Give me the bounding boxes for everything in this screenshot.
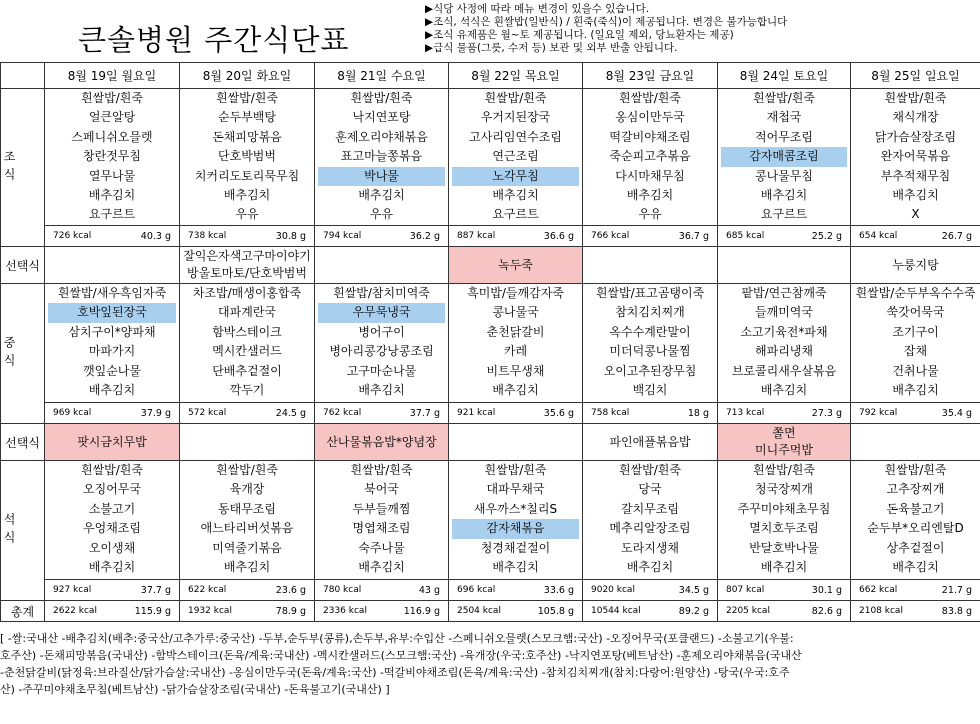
origin-footnote: [0, 630, 980, 698]
menu-item: 동태무조림: [218, 501, 276, 516]
menu-item: 호박잎된장국: [48, 303, 176, 322]
total-label: 총계: [1, 601, 45, 622]
total-protein: 105.8 g: [515, 601, 583, 622]
kcal-value: 887 kcal: [449, 226, 515, 247]
menu-item: 돈채피망볶음: [212, 129, 282, 144]
menu-item: 흰쌀밥/흰죽: [618, 463, 681, 477]
menu-item: 흰쌀밥/흰죽: [484, 91, 547, 105]
lunch-day-cell: [180, 284, 315, 403]
menu-item: 순두부*오리엔탈D: [867, 521, 964, 536]
option-cell: [449, 247, 583, 284]
total-kcal: 2336 kcal: [315, 601, 378, 622]
menu-item: 배추김치: [358, 187, 405, 202]
dinner-day-cell: [851, 461, 980, 580]
protein-value: 25.2 g: [783, 226, 851, 247]
menu-item: 부추적채무침: [880, 168, 951, 183]
menu-item: 소고기육전*파채: [740, 324, 828, 339]
option-cell: [583, 424, 718, 461]
menu-item: 흰쌀밥/순두부옥수수죽: [855, 286, 976, 300]
lunch-day-cell: [851, 284, 980, 403]
menu-item: 얼큰알탕: [88, 110, 136, 125]
menu-item: 흰쌀밥/흰죽: [618, 91, 681, 105]
kcal-value: 696 kcal: [449, 580, 515, 601]
total-protein: 116.9 g: [378, 601, 449, 622]
dinner-day-cell: [315, 461, 449, 580]
menu-item: 고추장찌개: [886, 482, 945, 497]
menu-item: X: [911, 207, 920, 222]
breakfast-day-cell: [718, 89, 851, 226]
menu-item: 쑥갓어묵국: [886, 305, 945, 320]
menu-item: 요구르트: [492, 207, 539, 222]
lunch-nutrition-row: [1, 403, 980, 424]
dinner-day-cell: [449, 461, 583, 580]
option1-row: [1, 247, 980, 284]
menu-item: 흰쌀밥/새우흑임자죽: [57, 286, 167, 300]
menu-item: 치커리도토리묵무침: [194, 168, 300, 183]
day-header-row: [1, 63, 980, 89]
menu-item: 숙주나물: [358, 540, 405, 555]
protein-value: 30.1 g: [783, 580, 851, 601]
kcal-value: 654 kcal: [851, 226, 914, 247]
menu-item: 배추김치: [88, 382, 136, 397]
option-item: 누룽지탕: [892, 257, 939, 272]
kcal-value: 758 kcal: [583, 403, 646, 424]
menu-item: 배추김치: [626, 559, 674, 574]
corner-cell: [1, 63, 45, 89]
protein-value: 36.2 g: [378, 226, 449, 247]
menu-item: 우거지된장국: [480, 110, 551, 125]
menu-item: 콩나물국: [492, 305, 539, 320]
menu-item: 우유: [369, 207, 394, 222]
lunch-label: [1, 284, 45, 424]
protein-value: 35.4 g: [914, 403, 980, 424]
protein-value: 30.8 g: [244, 226, 315, 247]
notice-line: ▶조식 유제품은 월~토 제공됩니다. (일요일 제외, 당뇨환자는 제공): [425, 29, 734, 41]
notice-list: [425, 3, 980, 55]
lunch-day-cell: [583, 284, 718, 403]
menu-item: 완자어묵볶음: [880, 149, 951, 164]
menu-item: 노각무침: [452, 167, 579, 186]
breakfast-label-text: 조식: [2, 149, 16, 186]
menu-item: 연근조림: [492, 149, 539, 164]
protein-value: 23.6 g: [244, 580, 315, 601]
menu-item: 배추김치: [760, 559, 808, 574]
protein-value: 34.5 g: [646, 580, 718, 601]
menu-item: 배추김치: [223, 187, 271, 202]
option-item: 녹두죽: [498, 257, 533, 272]
total-kcal: 10544 kcal: [583, 601, 646, 622]
option-cell: [583, 247, 718, 284]
menu-item: 배추김치: [492, 187, 539, 202]
menu-item: 명엽채조림: [352, 521, 411, 536]
menu-item: 배추김치: [492, 559, 539, 574]
menu-item: 떡갈비야채조림: [609, 129, 691, 144]
footnote-line: 호주산) -돈채피망볶음(국내산) -함박스테이크(돈육/계육:국내산) -멕시칸샐러드(스모크햄:국산) -육개장(우국:호주산) -낙지연포탕(베트남산) -훈제오리야채볶음(국내산: [0, 649, 802, 662]
protein-value: 21.7 g: [914, 580, 980, 601]
menu-item: 상추겉절이: [886, 540, 945, 555]
menu-item: 흰쌀밥/참치미역죽: [333, 286, 430, 300]
menu-item: 삼치구이*양파채: [68, 324, 156, 339]
kcal-value: 738 kcal: [180, 226, 244, 247]
protein-value: 27.3 g: [783, 403, 851, 424]
day-header: 8월 22일 목요일: [449, 63, 583, 89]
menu-item: 표고마늘쫑볶음: [340, 149, 423, 164]
menu-item: 마파가지: [88, 344, 136, 359]
day-header: 8월 20일 화요일: [180, 63, 315, 89]
menu-item: 흰쌀밥/흰죽: [350, 463, 413, 477]
option-cell: [449, 424, 583, 461]
menu-item: 당국: [638, 482, 662, 497]
total-row: [1, 601, 980, 622]
menu-item: 단배추겉절이: [212, 363, 282, 378]
menu-item: 청국장찌개: [755, 482, 813, 497]
menu-item: 배추김치: [223, 559, 271, 574]
kcal-value: 766 kcal: [583, 226, 646, 247]
menu-item: 병아리콩강낭콩조림: [329, 344, 434, 359]
total-protein: 82.6 g: [783, 601, 851, 622]
menu-item: 채식개장: [892, 110, 939, 125]
protein-value: 24.5 g: [244, 403, 315, 424]
menu-item: 스페니쉬오믈렛: [71, 129, 153, 144]
dinner-items-row: [1, 461, 980, 580]
kcal-value: 726 kcal: [45, 226, 108, 247]
menu-item: 돈육불고기: [886, 501, 945, 516]
menu-item: 팥밥/연근참깨죽: [741, 286, 827, 300]
footnote-line: 산) -주꾸미야채초무침(베트남산) -닭가슴살장조림(국내산) -돈육불고기(국내산) ]: [0, 683, 390, 696]
menu-item: 차조밥/매생이홍합죽: [192, 286, 302, 300]
breakfast-day-cell: [45, 89, 180, 226]
menu-item: 옥수수계란말이: [609, 324, 691, 339]
total-protein: 78.9 g: [244, 601, 315, 622]
option2-row: [1, 424, 980, 461]
option-cell: [315, 424, 449, 461]
footnote-line: -춘천닭갈비(닭정육:브라질산/닭가슴살:국내산) -옹심이만두국(돈육/계육:국산) -떡갈비야채조림(돈육/계육:국산) -참치김치찌개(참치:다랑어:원양산) -탕국(우국:호주: [0, 666, 790, 679]
dinner-nutrition-row: [1, 580, 980, 601]
menu-item: 흰쌀밥/흰죽: [484, 463, 547, 477]
menu-item: 적어무조림: [755, 129, 813, 144]
menu-item: 훈제오리야채볶음: [335, 129, 428, 144]
menu-item: 우유: [638, 207, 662, 222]
dinner-day-cell: [45, 461, 180, 580]
menu-item: 흰쌀밥/흰죽: [80, 463, 143, 477]
menu-item: 건취나물: [892, 363, 939, 378]
protein-value: 37.9 g: [108, 403, 180, 424]
menu-item: 배추김치: [626, 187, 674, 202]
menu-item: 흰쌀밥/흰죽: [80, 91, 143, 105]
lunch-day-cell: [718, 284, 851, 403]
menu-item: 우엉채조림: [83, 521, 141, 536]
menu-item: 멕시칸샐러드: [212, 344, 282, 359]
protein-value: 35.6 g: [515, 403, 583, 424]
notice-line: ▶급식 물품(그릇, 수저 등) 보관 및 외부 반출 안됩니다.: [425, 42, 678, 54]
menu-item: 두부들깨찜: [352, 501, 411, 516]
option-cell: [718, 424, 851, 461]
weekly-menu-table: [0, 62, 980, 622]
menu-item: 도라지생채: [621, 540, 679, 555]
dinner-day-cell: [180, 461, 315, 580]
menu-item: 배추김치: [492, 382, 539, 397]
option-item: 쫄면: [772, 426, 796, 440]
option-item: 파인애플볶음밥: [609, 434, 691, 449]
menu-item: 흰쌀밥/흰죽: [215, 463, 278, 477]
dinner-day-cell: [718, 461, 851, 580]
total-kcal: 2205 kcal: [718, 601, 783, 622]
menu-item: 닭가슴살장조림: [874, 129, 957, 144]
breakfast-day-cell: [180, 89, 315, 226]
menu-item: 배추김치: [892, 559, 939, 574]
kcal-value: 792 kcal: [851, 403, 914, 424]
breakfast-day-cell: [583, 89, 718, 226]
menu-item: 메추리알장조림: [609, 521, 691, 536]
lunch-day-cell: [45, 284, 180, 403]
kcal-value: 780 kcal: [315, 580, 378, 601]
option-cell: [851, 424, 980, 461]
option-item: 미니주먹밥: [755, 443, 813, 457]
menu-item: 조기구이: [892, 324, 939, 339]
menu-item: 콩나물무침: [755, 168, 813, 183]
menu-item: 죽순피고추볶음: [609, 149, 691, 164]
day-header: 8월 21일 수요일: [315, 63, 449, 89]
total-protein: 89.2 g: [646, 601, 718, 622]
breakfast-day-cell: [449, 89, 583, 226]
menu-item: 흰쌀밥/흰죽: [884, 91, 947, 105]
lunch-day-cell: [449, 284, 583, 403]
protein-value: 18 g: [646, 403, 718, 424]
menu-item: 소불고기: [88, 501, 136, 516]
menu-item: 잡채: [903, 344, 928, 359]
menu-item: 깻잎순나물: [83, 363, 141, 378]
menu-item: 단호박범벅: [218, 149, 276, 164]
menu-item: 함박스테이크: [212, 324, 282, 339]
total-protein: 115.9 g: [108, 601, 180, 622]
total-kcal: 2504 kcal: [449, 601, 515, 622]
option-cell: [851, 247, 980, 284]
menu-item: 애느타리버섯볶음: [200, 521, 294, 536]
menu-item: 배추김치: [88, 559, 136, 574]
menu-item: 흰쌀밥/흰죽: [752, 91, 815, 105]
kcal-value: 969 kcal: [45, 403, 108, 424]
menu-item: 열무나물: [88, 168, 136, 183]
option-label: 선택식: [1, 424, 45, 461]
menu-item: 오이고추된장무침: [603, 363, 697, 378]
day-header: 8월 19일 월요일: [45, 63, 180, 89]
menu-item: 오징어무국: [83, 482, 141, 497]
menu-item: 북어국: [364, 482, 399, 497]
menu-item: 낙지연포탕: [352, 110, 411, 125]
menu-item: 배추김치: [760, 187, 808, 202]
page-title: 큰솔병원 주간식단표: [78, 23, 350, 57]
total-protein: 83.8 g: [914, 601, 980, 622]
menu-item: 감자채볶음: [452, 519, 579, 538]
protein-value: 37.7 g: [378, 403, 449, 424]
menu-item: 창란젓무침: [83, 149, 141, 164]
menu-item: 배추김치: [760, 382, 808, 397]
menu-item: 대파무채국: [486, 482, 545, 497]
breakfast-day-cell: [315, 89, 449, 226]
menu-item: 흑미밥/들깨감자죽: [467, 286, 564, 300]
option-cell: [45, 247, 180, 284]
kcal-value: 572 kcal: [180, 403, 244, 424]
kcal-value: 622 kcal: [180, 580, 244, 601]
total-kcal: 1932 kcal: [180, 601, 244, 622]
menu-item: 대파계란국: [218, 305, 276, 320]
option-cell: [315, 247, 449, 284]
protein-value: 26.7 g: [914, 226, 980, 247]
menu-item: 배추김치: [892, 382, 939, 397]
option-cell: [45, 424, 180, 461]
menu-item: 옹심이만두국: [615, 110, 685, 125]
option-item: 팟시금치무밥: [77, 434, 147, 449]
menu-item: 고사리임연수조림: [469, 129, 562, 144]
option-item: 잘익은자색고구마이야기: [183, 249, 311, 263]
kcal-value: 921 kcal: [449, 403, 515, 424]
menu-item: 감자매콤조림: [721, 147, 847, 166]
lunch-day-cell: [315, 284, 449, 403]
menu-item: 흰쌀밥/표고곰탱이죽: [595, 286, 705, 300]
menu-item: 비트무생채: [486, 363, 545, 378]
day-header: 8월 24일 토요일: [718, 63, 851, 89]
option-item: 산나물볶음밥*양념장: [326, 434, 437, 449]
menu-item: 깍두기: [229, 382, 265, 397]
option-item: 방울토마토/단호박범벅: [187, 266, 307, 280]
menu-item: 흰쌀밥/흰죽: [350, 91, 413, 105]
menu-item: 요구르트: [88, 207, 136, 222]
menu-item: 배추김치: [88, 187, 136, 202]
total-kcal: 2622 kcal: [45, 601, 108, 622]
breakfast-items-row: [1, 89, 980, 226]
menu-item: 들깨미역국: [755, 305, 813, 320]
protein-value: 37.7 g: [108, 580, 180, 601]
menu-item: 오이생채: [88, 540, 136, 555]
menu-item: 흰쌀밥/흰죽: [215, 91, 278, 105]
notice-line: ▶조식, 석식은 흰쌀밥(일반식) / 흰죽(죽식)이 제공됩니다. 변경은 불가능합니다: [425, 16, 788, 28]
menu-item: 춘천닭갈비: [486, 324, 545, 339]
breakfast-day-cell: [851, 89, 980, 226]
option-cell: [180, 247, 315, 284]
total-kcal: 2108 kcal: [851, 601, 914, 622]
kcal-value: 685 kcal: [718, 226, 783, 247]
dinner-day-cell: [583, 461, 718, 580]
menu-item: 흰쌀밥/흰죽: [884, 463, 947, 477]
menu-item: 청경채겉절이: [480, 540, 551, 555]
menu-item: 브로콜리새우살볶음: [731, 363, 837, 378]
protein-value: 36.7 g: [646, 226, 718, 247]
menu-item: 배추김치: [358, 382, 405, 397]
menu-item: 갈치무조림: [621, 501, 679, 516]
menu-item: 카레: [503, 344, 528, 359]
breakfast-label: [1, 89, 45, 247]
kcal-value: 762 kcal: [315, 403, 378, 424]
option-cell: [718, 247, 851, 284]
protein-value: 43 g: [378, 580, 449, 601]
menu-item: 주꾸미야채초무침: [737, 501, 831, 516]
kcal-value: 662 kcal: [851, 580, 914, 601]
day-header: 8월 25일 일요일: [851, 63, 980, 89]
option-cell: [180, 424, 315, 461]
menu-item: 재첩국: [766, 110, 802, 125]
menu-item: 멸치호두조림: [749, 521, 819, 536]
protein-value: 36.6 g: [515, 226, 583, 247]
day-header: 8월 23일 금요일: [583, 63, 718, 89]
lunch-items-row: [1, 284, 980, 403]
dinner-label: [1, 461, 45, 601]
kcal-value: 9020 kcal: [583, 580, 646, 601]
footnote-line: [ -쌀:국내산 -배추김치(배추:중국산/고추가루:중국산) -두부,순두부(콩류),손두부,유부:수입산 -스페니쉬오믈렛(스모크햄:국산) -오징어무국(포클랜드) -소불고기(우불:: [0, 632, 794, 645]
dinner-label-text: 석식: [2, 512, 16, 549]
kcal-value: 927 kcal: [45, 580, 108, 601]
menu-item: 미더덕콩나물찜: [609, 344, 691, 359]
menu-item: 새우까스*칠리S: [473, 501, 558, 516]
menu-item: 배추김치: [358, 559, 405, 574]
protein-value: 33.6 g: [515, 580, 583, 601]
menu-item: 병어구이: [358, 324, 405, 339]
menu-item: 우유: [235, 207, 259, 222]
menu-item: 우무묵냉국: [318, 303, 445, 322]
menu-item: 백김치: [632, 382, 668, 397]
menu-item: 순두부백탕: [218, 110, 276, 125]
menu-item: 박나물: [318, 167, 445, 186]
menu-item: 고구마순나물: [346, 363, 417, 378]
option-label: 선택식: [1, 247, 45, 284]
notice-line: ▶식당 사정에 따라 메뉴 변경이 있을수 있습니다.: [425, 3, 650, 15]
menu-item: 배추김치: [892, 187, 939, 202]
kcal-value: 807 kcal: [718, 580, 783, 601]
menu-item: 반달호박나물: [749, 540, 819, 555]
lunch-label-text: 중식: [2, 335, 16, 372]
breakfast-nutrition-row: [1, 226, 980, 247]
menu-item: 참치김치찌개: [615, 305, 685, 320]
menu-item: 육개장: [229, 482, 265, 497]
menu-item: 요구르트: [760, 207, 808, 222]
menu-item: 해파리냉채: [755, 344, 813, 359]
menu-item: 흰쌀밥/흰죽: [752, 463, 815, 477]
menu-item: 다시마채무침: [615, 168, 685, 183]
kcal-value: 794 kcal: [315, 226, 378, 247]
protein-value: 40.3 g: [108, 226, 180, 247]
kcal-value: 713 kcal: [718, 403, 783, 424]
menu-item: 미역줄기볶음: [212, 540, 282, 555]
